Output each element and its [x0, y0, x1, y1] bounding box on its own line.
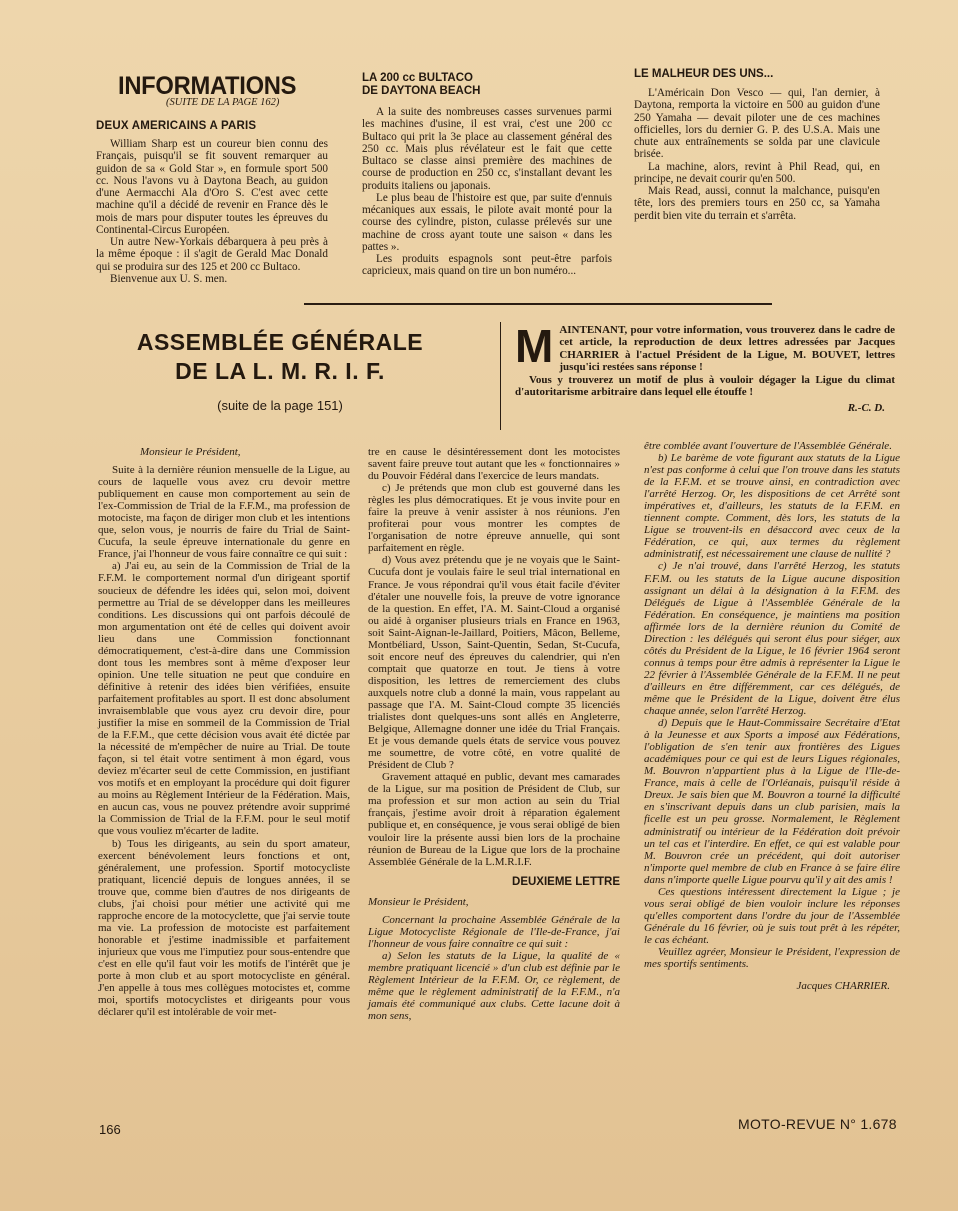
paragraph: Les produits espagnols sont peut-être parfois capricieux, mais quand on tire un bon numéro...	[362, 253, 612, 278]
malheur-column	[634, 68, 880, 222]
intro-box	[515, 320, 895, 415]
intro-rule	[500, 322, 501, 430]
paragraph: a) Selon les statuts de la Ligue, la qualité de « membre pratiquant licencié » d'un club est définie par le Règlement Intérieur de la F.F.M. Or, ce règlement, de même que le règlement administratif de la F.F.M., n'a jamais été communiqué aux clubs. Cette lacune doit à mon sens,	[368, 949, 620, 1023]
paragraph: Ces questions intéressent directement la Ligue ; je vous serai obligé de bien vouloir inclure les réponses qu'elles comportent dans l'ordre du jour de l'Assemblée Générale du 16 février, où je suis tout prêt à les répéter, le cas échéant.	[644, 885, 900, 946]
intro-text: AINTENANT, pour votre information, vous trouverez dans le cadre de cet article, la reproduction de deux lettres adressées par Jacques CHARRIER à l'actuel Président de la Ligue, M. BOUVET, lettres jusqu'ici restées sans réponse !	[559, 324, 895, 374]
paragraph: Le plus beau de l'histoire est que, par suite d'ennuis mécaniques aux essais, le pilote avait monté pour la course des cylindre, piston, culasse prélevés sur une machine de cross ayant toute une saison « dans les pattes ».	[362, 191, 612, 253]
paragraph: d) Depuis que le Haut-Commissaire Secrétaire d'Etat à la Jeunesse et aux Sports a imposé aux Fédérations, l'obligation de s'en tenir aux frontières des Ligues académiques pour ce qui est de leurs Ligues régionales, M. Bouvron n'appartient plus à la Ligue de l'Ile-de-France, mais à celle de l'Orléanais, puisqu'il réside à Dreux. Je sais bien que M. Bouvron a tourné la difficulté en s'inscrivant depuis dans un club parisien, mais la ficelle est un peu grosse. Normalement, le Règlement administratif ou intérieur de la Fédération doit prévoir un tel cas et l'interdire. En effet, ce qui est valable pour M. Bouvron crée un précédent, qui doit autoriser n'importe quel membre de club en France à se faire élire dans n'importe quelle Ligue pourvu qu'il y ait des amis !	[644, 717, 900, 886]
letter-column-3	[644, 440, 900, 992]
paragraph: L'Américain Don Vesco — qui, l'an dernier, à Daytona, remporta la victoire en 500 au guidon d'une 250 Yamaha — devait piloter une de ces machines officielles, lors du dernier G. P. des U.S.A. Mais une chute aux entraînements se solda par une clavicule brisée.	[634, 87, 880, 161]
intro-signature: R.-C. D.	[847, 402, 885, 415]
letter-column-2	[368, 446, 620, 1022]
informations-subtitle: (SUITE DE LA PAGE 162)	[166, 97, 280, 108]
article-title-line2: DE LA L. M. R. I. F.	[175, 358, 385, 384]
paragraph: tre en cause le désintéressement dont les motocistes savent faire preuve tout autant que les « fonctionnaires » du Pouvoir Fédéral dans l'exercice de leurs mandats.	[368, 446, 620, 483]
first-letter-salutation: Monsieur le Président,	[140, 446, 241, 458]
paragraph: William Sharp est un coureur bien connu des Français, puisqu'il se fit souvent remarquer au guidon de sa « Gold Star », en formule sport 500 cc. Nous l'avons vu à Daytona Beach, au guidon d'une Aermacchi Ala d'Oro S. C'est avec cette machine qu'il a décidé de revenir en France dès le mois de mars pour disputer toutes les épreuves du Continental-Circus Européen.	[96, 138, 328, 236]
paragraph: Mais Read, aussi, connut la malchance, puisqu'en tête, lors des premiers tours en 250 cc, sa Yamaha perdit bien vite du terrain et s'arrêta.	[634, 185, 880, 222]
section-heading-deux-americains: DEUX AMERICAINS A PARIS	[96, 120, 257, 132]
paragraph: être comblée avant l'ouverture de l'Assemblée Générale.	[644, 440, 892, 452]
section-divider	[304, 303, 772, 305]
second-letter-heading: DEUXIEME LETTRE	[512, 875, 620, 888]
second-letter-salutation: Monsieur le Président,	[368, 895, 469, 908]
letter-column-1	[98, 446, 350, 1018]
bultaco-column	[362, 72, 612, 278]
informations-column	[96, 72, 340, 285]
page-number: 166	[99, 1122, 121, 1137]
paragraph: La machine, alors, revint à Phil Read, qui, en principe, ne devait courir qu'en 500.	[634, 160, 880, 185]
paragraph: A la suite des nombreuses casses survenues parmi les machines d'usine, il est vrai, c'est une 200 cc Bultaco qui prit la 3e place au classement général des 250 cc. Mais plus révélateur est le fait que cette Bultaco se classe ainsi première des machines de course de production en 250 cc, s'installant devant les produits italiens ou japonais.	[362, 106, 612, 192]
paragraph: Suite à la dernière réunion mensuelle de la Ligue, au cours de laquelle vous avez cru devoir mettre publiquement en cause mon comportement au sein de l'ex-Commission de Trial de la F.F.M., ma profession de motociste, ma façon de diriger mon club et les intentions que, selon vous, je nourris de faire du Trial de Saint-Cucufa, la seule épreuve internationale du genre en France, j'ai l'honneur de vous faire connaître ce qui suit :	[98, 464, 350, 561]
second-letter-signature: Jacques CHARRIER.	[796, 980, 890, 993]
paragraph: a) J'ai eu, au sein de la Commission de Trial de la F.F.M. le comportement normal d'un dirigeant sportif soucieux de défendre les idées qui, selon moi, doivent permettre au Trial de se développer dans les meilleures conditions. Les discussions qui ont parfois découlé de mon argumentation ont été de celles qui doivent avoir lieu dans une Commission fonctionnant démocratiquement, c'est-à-dire dans une Commission dont tous les membres sont à même d'exposer leur opinion. Une telle situation ne peut que conduire en définitive à retenir des idées bien vérifiées, ensuite parfaitement profitables au sport. Il est donc absolument invraisemblable que vous ayez cru devoir dire, pour justifier la mise en sommeil de la Commission de Trial de la F.F.M., que cette décision vous avait été dictée par la nécessité de m'empêcher de nuire au Trial. De toute façon, si tel était votre sentiment à mon égard, vous deviez m'écarter seul de cette Commission, en justifiant vos motifs et en employant la procédure qui doit figurer au moins au Règlement Intérieur de la Fédération. Mais, en aucun cas, vous ne pouvez prétendre avoir supprimé la Commission de Trial de la F.F.M. pour le seul motif que vous vouliez m'écarter de ladite.	[98, 560, 350, 838]
drop-cap: M	[515, 320, 554, 372]
malheur-heading: LE MALHEUR DES UNS...	[634, 68, 774, 80]
article-title-block	[120, 328, 440, 413]
bultaco-heading-line1: LA 200 cc BULTACO	[362, 72, 473, 84]
paragraph: Un autre New-Yorkais débarquera à peu près à la même époque : il s'agit de Gerald Mac Donald qui se produira sur des 125 et 200 cc Bultaco.	[96, 236, 328, 273]
paragraph: Veuillez agréer, Monsieur le Président, l'expression de mes sportifs sentiments.	[644, 945, 900, 971]
paragraph: Bienvenue aux U. S. men.	[110, 272, 228, 285]
article-title-line1: ASSEMBLÉE GÉNÉRALE	[136, 329, 424, 355]
paragraph: b) Le barème de vote figurant aux statuts de la Ligue n'est pas conforme à celui que l'on trouve dans les statuts de la F.F.M. et se trouve ainsi, en contradiction avec l'arrêté Herzog. Or, les dispositions de cet Arrêté sont impératives et, d'ailleurs, les statuts de la F.F.M. en tiennent compte. Comment, dès lors, les statuts de la Ligue se trouvent-ils en désaccord avec ceux de la Fédération, ce qui, aux termes du règlement administratif, est nécessairement une clause de nullité ?	[644, 452, 900, 561]
paragraph: Gravement attaqué en public, devant mes camarades de la Ligue, sur ma position de Président de Club, sur ma profession et sur mon action au sein du Trial français, j'estime avoir droit à réparation également publique et, en conséquence, je vous serai obligé de bien vouloir lire la présente aussi bien lors de la prochaine réunion de Bureau de la Ligue que lors de la prochaine Assemblée Générale de la L.M.R.I.F.	[368, 771, 620, 868]
paragraph: b) Tous les dirigeants, au sein du sport amateur, exercent bénévolement leurs fonctions et ont, généralement, une profession. Sportif motocycliste pratiquant, licencié depuis de longues années, il se trouve que, comme bien d'autres de nos dirigeants de clubs, j'ai choisi pour métier une activité qui me rapproche encore de la motocyclette, que j'ai servie toute ma vie. La profession de motociste est parfaitement honorable et j'estime inadmissible et parfaitement injurieux que vous me l'imputiez pour sous-entendre que c'est en elle qu'il faut voir les motifs de l'intérêt que je porte à mon club et au sport motocycliste en général. J'en appelle à tous mes collègues motocistes et, comme moi, sportifs motocyclistes et dirigeants pour vous déclarer qu'il est intolérable de voir met-	[98, 837, 350, 1019]
paragraph: c) Je n'ai trouvé, dans l'arrêté Herzog, les statuts F.F.M. ou les statuts de la Ligue aucune disposition assignant un délai à la désignation à la F.F.M. des Délégués de Ligue à l'Assemblée Générale de la Fédération. En conséquence, je maintiens ma position affirmée lors de la dernière réunion du Comité de Direction : les délégués qui seront élus pour siéger, aux côtés du Président de la Ligue, le 16 février 1964 seront connus à temps pour être admis à représenter la Ligue le 22 février à l'Assemblée Générale de la F.F.M. Il ne peut d'ailleurs en être différemment, car ces délégués, de même que le Président de la Ligue, doivent être élus chaque année, selon l'arrêté Herzog.	[644, 560, 900, 718]
paragraph: d) Vous avez prétendu que je ne voyais que le Saint-Cucufa dont je voulais faire le seul trial international en France. Je vous répondrai qu'il vous était facile d'éviter d'étaler une nouvelle fois, la preuve de votre ignorance de la question. En effet, l'A. M. Saint-Cloud a organisé ou aidé à organiser plusieurs trials en France en 1963, soit Saint-Aignan-le-Jaillard, Poitiers, Mâcon, Belleme, Montbéliard, Usson, Saint-Quentin, Sedan, St-Cucufa, soit encore neuf des épreuves du calendrier, qui n'en comptait que quatorze en tout. Je tiens à votre disposition, les lettres de remerciement des clubs auxquels notre club a donné la main, vous rappelant au passage que l'A. M. Saint-Cloud compte 35 licenciés trialistes dont quelques-uns sont allés en Angleterre, Belgique, Allemagne donner une idée du Trial Français. Et je vous demande quels états de service vous pouvez me soumettre, de votre côté, en votre qualité de Président de Club ?	[368, 554, 620, 772]
article-subtitle: (suite de la page 151)	[217, 398, 343, 413]
paragraph: c) Je prétends que mon club est gouverné dans les règles les plus démocratiques. Et je vous invite pour en faire la preuve à venir assister à nos réunions. J'en profiterai pour vous montrer les comptes de l'organisation de notre épreuve annuelle, qui sont parfaitement en règle.	[368, 482, 620, 555]
bultaco-heading-line2: DE DAYTONA BEACH	[362, 85, 481, 97]
magazine-footer: MOTO-REVUE N° 1.678	[738, 1116, 897, 1132]
intro-text-2: Vous y trouverez un motif de plus à vouloir dégager la Ligue du climat d'autoritarisme arbitraire dans lequel elle étouffe !	[515, 373, 895, 399]
paragraph: Concernant la prochaine Assemblée Générale de la Ligue Motocycliste Régionale de l'Ile-de-France, j'ai l'honneur de vous faire connaître ce qui suit :	[368, 913, 620, 950]
informations-title: INFORMATIONS	[118, 72, 297, 100]
